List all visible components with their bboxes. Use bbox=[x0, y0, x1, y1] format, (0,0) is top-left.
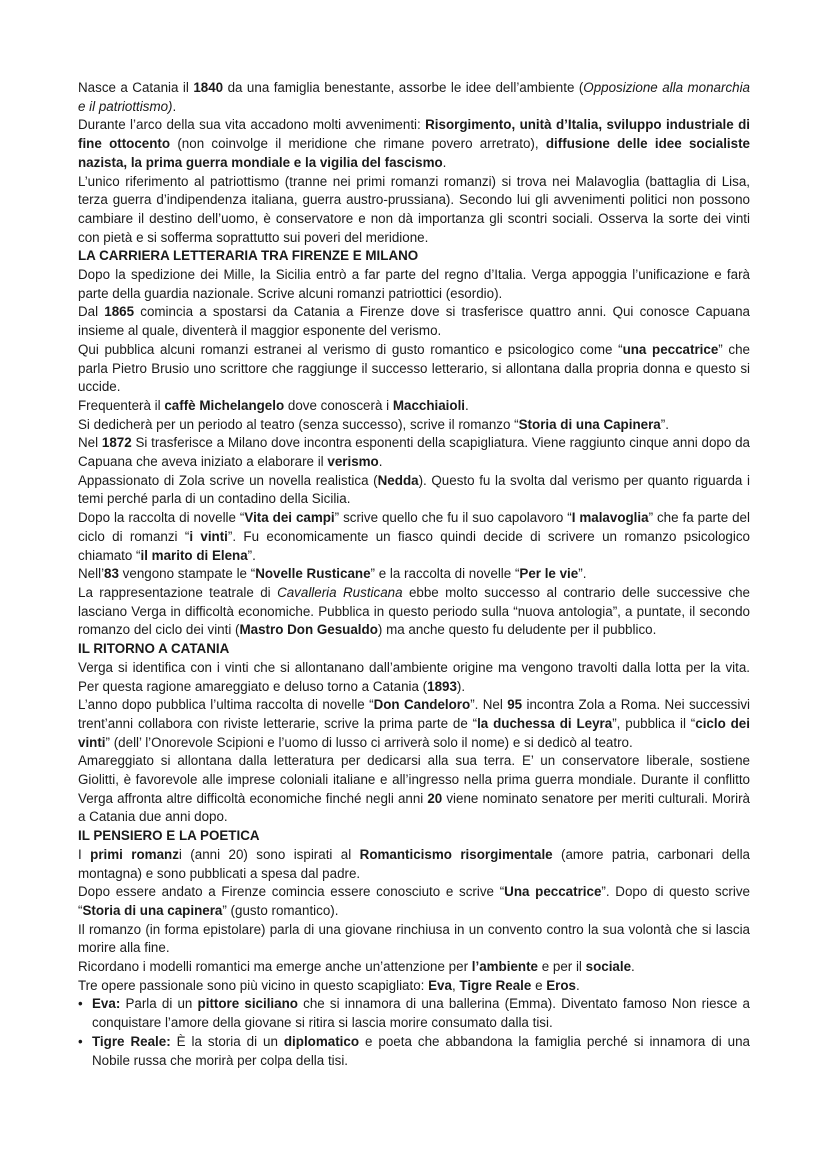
bold-text: 95 bbox=[507, 697, 523, 713]
text-run: L’unico riferimento al patriottismo (tranne nei primi romanzi romanzi) si trova nei Malavoglia (battaglia di Lisa, terza guerra d’indipendenza italiana, guerra austro-prussiana). Secondo lui gli avvenimenti politici non possono cambiare il destino dell’uomo, è conservatore e non dà importanza gli scontri sociali. Osserva la sorte dei vinti con pietà e si sofferma soprattutto sui poveri del meridione. bbox=[78, 173, 750, 245]
bold-text: 1865 bbox=[104, 304, 135, 320]
bold-text: 83 bbox=[104, 566, 119, 582]
text-run: ). bbox=[456, 678, 466, 694]
bold-text: una peccatrice bbox=[622, 341, 719, 357]
bold-text: Don Candeloro bbox=[373, 697, 471, 713]
text-run: ” scrive quello che fu il suo capolavoro “ bbox=[334, 510, 572, 526]
text-run: Dal bbox=[78, 304, 105, 320]
text-run: ”. bbox=[247, 547, 256, 563]
text-run: ebbe molto successo al contrario delle successive che lasciano Verga in difficoltà economiche. Pubblica in questo periodo sulla “nuova antologia”, a puntate, il secondo romanzo del ciclo dei vinti ( bbox=[78, 584, 750, 638]
text-run: Appassionato di Zola scrive un novella realistica ( bbox=[78, 472, 378, 488]
text-run: ”. Dopo di questo scrive “ bbox=[78, 884, 750, 918]
bold-text: Storia di una capinera bbox=[82, 902, 223, 918]
text-run: ” e la raccolta di novelle “ bbox=[370, 566, 520, 582]
text-run: Nasce a Catania il bbox=[78, 80, 194, 95]
bold-text: 1893 bbox=[427, 678, 457, 694]
document-page bbox=[78, 79, 750, 1070]
paragraph bbox=[78, 397, 750, 416]
paragraph bbox=[78, 416, 750, 435]
text-run: ” (gusto romantico). bbox=[222, 902, 339, 918]
paragraph bbox=[78, 977, 750, 996]
bold-text: Nedda bbox=[377, 472, 419, 488]
paragraph bbox=[78, 266, 750, 303]
text-run: L’anno dopo pubblica l’ultima raccolta di novelle “ bbox=[78, 697, 374, 713]
text-run: dove conoscerà i bbox=[284, 397, 393, 413]
bold-text: Novelle Rusticane bbox=[255, 566, 371, 582]
paragraph bbox=[78, 303, 750, 340]
bold-text: Mastro Don Gesualdo bbox=[239, 622, 378, 638]
bold-text: i vinti bbox=[189, 528, 228, 544]
bold-text: 1840 bbox=[193, 80, 224, 95]
bold-text: Romanticismo risorgimentale bbox=[359, 846, 553, 862]
text-run: ) ma anche questo fu deludente per il pubblico. bbox=[377, 622, 657, 638]
text-run: ”. bbox=[660, 416, 669, 432]
paragraph bbox=[78, 846, 750, 883]
bold-text: Per le vie bbox=[519, 566, 579, 582]
paragraph bbox=[78, 472, 750, 509]
italic-text: Cavalleria Rusticana bbox=[277, 584, 403, 600]
bullet-list bbox=[78, 995, 750, 1070]
text-run: ”, pubblica il “ bbox=[612, 715, 696, 731]
paragraph bbox=[78, 173, 750, 248]
bullet-icon: • bbox=[78, 996, 83, 1012]
text-run: Dopo la spedizione dei Mille, la Sicilia entrò a far parte del regno d’Italia. Verga appoggia l’unificazione e farà parte della guardia nazionale. Scrive alcuni romanzi patriottici (esordio). bbox=[78, 267, 750, 301]
text-run: La rappresentazione teatrale di bbox=[78, 584, 278, 600]
bold-text: diffusione delle idee socialiste nazista, la prima guerra mondiale e la vigilia del fascismo bbox=[78, 136, 750, 170]
italic-text: Opposizione alla monarchia e il patriottismo) bbox=[78, 80, 751, 114]
paragraph bbox=[78, 696, 750, 752]
text-run: comincia a spostarsi da Catania a Firenze dove si trasferisce quattro anni. Qui conosce Capuana insieme al quale, diventerà il maggior esponente del verismo. bbox=[78, 304, 750, 339]
text-run: È la storia di un bbox=[170, 1033, 284, 1049]
text-run: Il romanzo (in forma epistolare) parla di una giovane rinchiusa in un convento contro la sua volontà che si lascia morire alla fine. bbox=[78, 921, 750, 956]
text-run: e poeta che abbandona la famiglia perché si innamora di una Nobile russa che morirà per colpa della tisi. bbox=[92, 1033, 750, 1068]
text-run: viene nominato senatore per meriti culturali. Morirà a Catania due anni dopo. bbox=[78, 790, 750, 825]
text-run: . bbox=[576, 977, 580, 993]
text-run: ”. Fu economicamente un fiasco quindi decide di scrivere un romanzo psicologico chiamato “ bbox=[78, 528, 751, 563]
bold-text: 20 bbox=[427, 790, 443, 806]
text-run: ”. bbox=[578, 566, 587, 582]
section-heading: IL RITORNO A CATANIA bbox=[78, 641, 230, 657]
paragraph bbox=[78, 584, 750, 640]
paragraph bbox=[78, 565, 750, 584]
bold-text: caffè Michelangelo bbox=[164, 397, 285, 413]
text-run: Verga si identifica con i vinti che si allontanano dall’ambiente origine ma vengono travolti dalla lotta per la vita. Per questa ragione amareggiato e deluso torno a Catania ( bbox=[78, 659, 750, 694]
text-run: Nel bbox=[78, 435, 102, 451]
bold-text: Storia di una Capinera bbox=[518, 416, 661, 432]
text-run: vengono stampate le “ bbox=[118, 566, 256, 582]
text-run: Ricordano i modelli romantici ma emerge anche un’attenzione per bbox=[78, 959, 472, 975]
text-run: (amore patria, carbonari della montagna) e sono pubblicati a spesa dal padre. bbox=[78, 846, 750, 881]
bold-text: I malavoglia bbox=[571, 510, 649, 526]
bold-text: primi romanz bbox=[90, 846, 179, 862]
text-run: da una famiglia benestante, assorbe le idee dell’ambiente ( bbox=[223, 80, 584, 95]
text-run: Tre opere passionale sono più vicino in questo scapigliato: bbox=[78, 977, 429, 993]
paragraph bbox=[78, 434, 750, 471]
paragraph bbox=[78, 921, 750, 958]
text-run: (non coinvolge il meridione che rimane povero arretrato), bbox=[170, 136, 546, 152]
text-run: incontra Zola a Roma. Nei successivi trent’anni collabora con riviste letterarie, scrive la prima parte de “ bbox=[78, 697, 751, 731]
bold-text: la duchessa di Leyra bbox=[477, 715, 613, 731]
paragraph bbox=[78, 883, 750, 920]
bold-text: verismo bbox=[327, 454, 379, 470]
paragraph bbox=[78, 116, 750, 172]
bold-text: sociale bbox=[585, 959, 632, 975]
text-run: e per il bbox=[537, 959, 586, 975]
paragraph bbox=[78, 958, 750, 977]
text-run: Si trasferisce a Milano dove incontra esponenti della scapigliatura. Viene raggiunto cinque anni dopo da Capuana che aveva iniziato a elaborare il bbox=[78, 435, 750, 470]
text-run: che si innamora di una ballerina (Emma). Diventato famoso Non riesce a conquistare l’amore della giovane si ritira si lascia morire consumato dalla tisi. bbox=[92, 996, 750, 1031]
text-run: Frequenterà il bbox=[78, 397, 165, 413]
list-item bbox=[78, 995, 750, 1032]
text-run: , bbox=[451, 977, 460, 993]
text-run: Dopo la raccolta di novelle “ bbox=[78, 510, 245, 526]
paragraph bbox=[78, 341, 750, 397]
text-run: Durante l’arco della sua vita accadono molti avvenimenti: bbox=[78, 117, 426, 133]
text-run: . bbox=[378, 454, 383, 470]
text-run: . bbox=[442, 154, 447, 170]
bold-text: Tigre Reale bbox=[459, 977, 532, 993]
text-run: ” (dell’ l’Onorevole Scipioni e l’uomo di lusso ci arriverà solo il nome) e si dedicò al teatro. bbox=[105, 734, 633, 750]
bold-text: il marito di Elena bbox=[140, 547, 248, 563]
text-run: ” che fa parte del ciclo di romanzi “ bbox=[78, 510, 750, 544]
section-heading: IL PENSIERO E LA POETICA bbox=[78, 828, 260, 844]
bold-text: Eros bbox=[546, 977, 577, 993]
text-run: Nell’ bbox=[78, 566, 105, 582]
text-run: ). Questo fu la svolta dal verismo per quanto riguarda i temi perché parla di un contadino della Sicilia. bbox=[78, 472, 750, 507]
paragraph bbox=[78, 752, 750, 827]
text-run: e bbox=[531, 977, 547, 993]
bold-text: l’ambiente bbox=[471, 959, 538, 975]
bold-text: pittore siciliano bbox=[197, 996, 298, 1012]
text-run: . bbox=[465, 397, 469, 413]
text-run: i (anni 20) sono ispirati al bbox=[178, 846, 360, 862]
bold-text: Macchiaioli bbox=[392, 397, 466, 413]
bold-text: Risorgimento, unità d’Italia, sviluppo industriale di fine ottocento bbox=[78, 117, 750, 152]
text-run: Si dedicherà per un periodo al teatro (senza successo), scrive il romanzo “ bbox=[78, 416, 519, 432]
bold-text: Una peccatrice bbox=[504, 884, 602, 900]
list-item-text bbox=[92, 1034, 750, 1068]
bold-text: Eva: bbox=[92, 996, 121, 1012]
bold-text: diplomatico bbox=[283, 1033, 360, 1049]
bold-text: ciclo dei vinti bbox=[78, 715, 750, 750]
bold-text: Eva bbox=[428, 977, 452, 993]
bold-text: 1872 bbox=[101, 435, 132, 451]
text-run: ”. Nel bbox=[470, 697, 508, 713]
text-run: . bbox=[631, 959, 635, 975]
list-item bbox=[78, 1033, 750, 1070]
bold-text: Tigre Reale: bbox=[92, 1033, 171, 1049]
paragraph bbox=[78, 509, 750, 565]
bullet-icon: • bbox=[78, 1033, 83, 1049]
section-heading: LA CARRIERA LETTERARIA TRA FIRENZE E MILANO bbox=[78, 248, 419, 264]
bold-text: Vita dei campi bbox=[244, 510, 335, 526]
text-run: Dopo essere andato a Firenze comincia essere conosciuto e scrive “ bbox=[78, 884, 505, 900]
text-run: Parla di un bbox=[120, 996, 198, 1012]
text-run: I bbox=[78, 846, 91, 862]
text-run: ” che parla Pietro Brusio uno scrittore che raggiunge il successo letterario, si allontana dalla propria donna e questo si uccide. bbox=[78, 341, 750, 395]
list-item-text bbox=[92, 996, 750, 1030]
text-run: Amareggiato si allontana dalla letteratura per dedicarsi alla sua terra. E’ un conservatore liberale, sostiene Giolitti, è favorevole alle imprese coloniali italiane e all’ingresso nella prima guerra mondiale. Durante il conflitto Verga affronta altre difficoltà economiche finché negli anni bbox=[78, 753, 750, 806]
text-run: . bbox=[172, 98, 177, 114]
text-run: Qui pubblica alcuni romanzi estranei al verismo di gusto romantico e psicologico come “ bbox=[78, 341, 623, 357]
paragraph bbox=[78, 79, 750, 116]
paragraph bbox=[78, 659, 750, 696]
